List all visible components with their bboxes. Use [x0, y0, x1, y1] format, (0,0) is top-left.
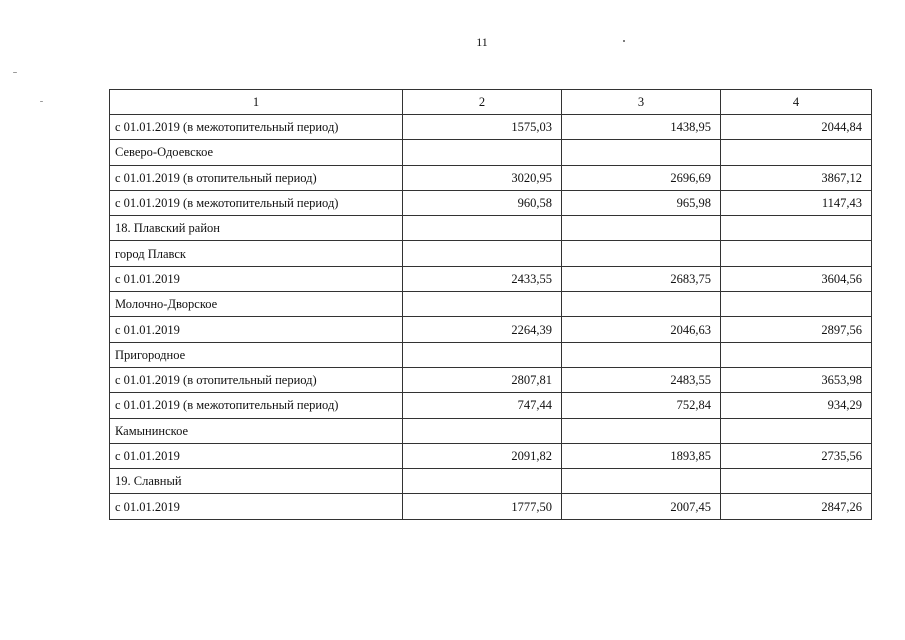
- cell-value: 1575,03: [403, 115, 562, 140]
- row-label: город Плавск: [110, 241, 403, 266]
- cell-value: 1893,85: [562, 443, 721, 468]
- table-row: [110, 216, 872, 241]
- column-header: 4: [721, 90, 872, 115]
- cell-value: 934,29: [721, 393, 872, 418]
- table-row: [110, 241, 872, 266]
- cell-value: [403, 216, 562, 241]
- cell-value: [721, 216, 872, 241]
- cell-value: [403, 292, 562, 317]
- table-row: [110, 140, 872, 165]
- cell-value: [562, 418, 721, 443]
- cell-value: [403, 140, 562, 165]
- cell-value: 2044,84: [721, 115, 872, 140]
- cell-value: 1147,43: [721, 190, 872, 215]
- cell-value: 3867,12: [721, 165, 872, 190]
- cell-value: 3020,95: [403, 165, 562, 190]
- cell-value: [403, 469, 562, 494]
- table-row: [110, 393, 872, 418]
- cell-value: [562, 140, 721, 165]
- cell-value: 2847,26: [721, 494, 872, 519]
- cell-value: 1777,50: [403, 494, 562, 519]
- column-header: 3: [562, 90, 721, 115]
- table-row: [110, 494, 872, 519]
- table-row: [110, 165, 872, 190]
- row-label: с 01.01.2019 (в межотопительный период): [110, 190, 403, 215]
- cell-value: 2091,82: [403, 443, 562, 468]
- row-label: с 01.01.2019: [110, 317, 403, 342]
- cell-value: [403, 342, 562, 367]
- cell-value: 2046,63: [562, 317, 721, 342]
- cell-value: 1438,95: [562, 115, 721, 140]
- row-label: с 01.01.2019: [110, 443, 403, 468]
- column-header: 2: [403, 90, 562, 115]
- cell-value: 2483,55: [562, 367, 721, 392]
- cell-value: [562, 241, 721, 266]
- cell-value: [721, 140, 872, 165]
- cell-value: 752,84: [562, 393, 721, 418]
- cell-value: 965,98: [562, 190, 721, 215]
- cell-value: 2264,39: [403, 317, 562, 342]
- cell-value: [562, 342, 721, 367]
- cell-value: [721, 418, 872, 443]
- cell-value: 2007,45: [562, 494, 721, 519]
- scan-speck: [623, 40, 625, 42]
- cell-value: [403, 241, 562, 266]
- cell-value: [721, 342, 872, 367]
- cell-value: 2683,75: [562, 266, 721, 291]
- cell-value: [562, 469, 721, 494]
- table-row: [110, 342, 872, 367]
- row-label: с 01.01.2019 (в межотопительный период): [110, 393, 403, 418]
- scan-speck: [40, 101, 43, 102]
- cell-value: 3604,56: [721, 266, 872, 291]
- cell-value: [562, 216, 721, 241]
- row-label: с 01.01.2019: [110, 494, 403, 519]
- cell-value: [721, 292, 872, 317]
- cell-value: 747,44: [403, 393, 562, 418]
- cell-value: 2897,56: [721, 317, 872, 342]
- cell-value: 960,58: [403, 190, 562, 215]
- row-label: Молочно-Дворское: [110, 292, 403, 317]
- table-row: [110, 367, 872, 392]
- cell-value: 2696,69: [562, 165, 721, 190]
- table-row: [110, 266, 872, 291]
- row-label: с 01.01.2019 (в отопительный период): [110, 367, 403, 392]
- table-row: [110, 115, 872, 140]
- tariff-table: [109, 89, 872, 520]
- scan-speck: [13, 72, 17, 73]
- row-label: Пригородное: [110, 342, 403, 367]
- table-row: [110, 317, 872, 342]
- cell-value: [562, 292, 721, 317]
- row-label: с 01.01.2019: [110, 266, 403, 291]
- cell-value: [403, 418, 562, 443]
- column-header: 1: [110, 90, 403, 115]
- cell-value: 2807,81: [403, 367, 562, 392]
- row-label: с 01.01.2019 (в отопительный период): [110, 165, 403, 190]
- page-number: 11: [476, 35, 488, 49]
- cell-value: [721, 241, 872, 266]
- cell-value: 2433,55: [403, 266, 562, 291]
- table-row: [110, 469, 872, 494]
- row-label: Северо-Одоевское: [110, 140, 403, 165]
- cell-value: 2735,56: [721, 443, 872, 468]
- table-row: [110, 443, 872, 468]
- row-label: Камынинское: [110, 418, 403, 443]
- table-header-row: [110, 90, 872, 115]
- table-row: [110, 292, 872, 317]
- table-row: [110, 190, 872, 215]
- row-label: с 01.01.2019 (в межотопительный период): [110, 115, 403, 140]
- table-row: [110, 418, 872, 443]
- cell-value: 3653,98: [721, 367, 872, 392]
- row-label: 19. Славный: [110, 469, 403, 494]
- row-label: 18. Плавский район: [110, 216, 403, 241]
- cell-value: [721, 469, 872, 494]
